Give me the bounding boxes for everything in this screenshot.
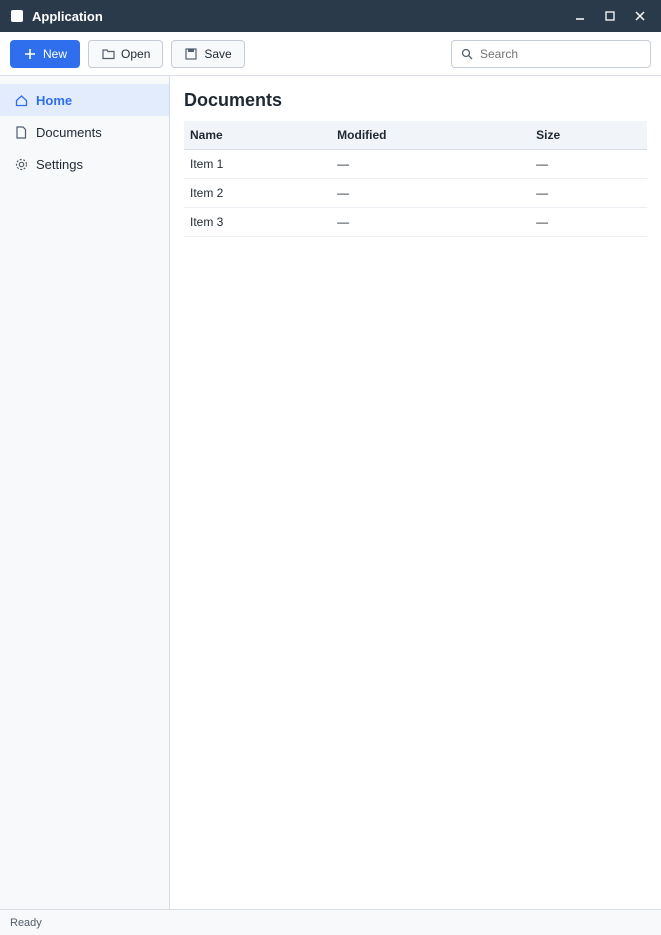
maximize-icon[interactable] [599, 5, 621, 27]
table-row[interactable] [184, 208, 647, 237]
sidebar-item-home[interactable] [0, 84, 169, 116]
table-cell: — [530, 150, 647, 179]
plus-icon [23, 47, 37, 61]
close-icon[interactable] [629, 5, 651, 27]
save-icon [184, 47, 198, 61]
sidebar [0, 76, 170, 909]
page-title: Documents [184, 90, 283, 110]
table-cell: Item 1 [184, 150, 331, 179]
app-icon [10, 9, 24, 23]
column-header[interactable]: Name [184, 121, 331, 150]
sidebar-item-documents[interactable] [0, 116, 169, 148]
table-cell: Item 2 [184, 179, 331, 208]
data-table [184, 121, 647, 237]
search-icon [460, 47, 474, 61]
table-header-row [184, 121, 647, 150]
title-bar [0, 0, 661, 32]
new-button[interactable] [10, 40, 80, 68]
search-input[interactable] [480, 47, 642, 61]
home-icon [14, 93, 28, 107]
table-cell: — [331, 179, 530, 208]
search-box [451, 40, 651, 68]
open-button-label: Open [121, 46, 151, 61]
main-panel [170, 76, 661, 909]
new-button-label: New [43, 46, 68, 61]
toolbar [0, 32, 661, 76]
table-cell: Item 3 [184, 208, 331, 237]
content-area [0, 76, 661, 909]
table-cell: — [530, 179, 647, 208]
table-row[interactable] [184, 150, 647, 179]
minimize-icon[interactable] [569, 5, 591, 27]
gear-icon [14, 157, 28, 171]
sidebar-item-settings[interactable] [0, 148, 169, 180]
folder-icon [101, 47, 115, 61]
column-header[interactable]: Modified [331, 121, 530, 150]
open-button[interactable] [88, 40, 163, 68]
save-button[interactable] [171, 40, 244, 68]
table-cell: — [331, 150, 530, 179]
sidebar-item-label: Settings [36, 156, 83, 172]
window-title: Application [32, 8, 103, 24]
sidebar-item-label: Documents [36, 124, 102, 140]
table-cell: — [530, 208, 647, 237]
status-bar [0, 909, 661, 935]
table-cell: — [331, 208, 530, 237]
document-icon [14, 125, 28, 139]
sidebar-item-label: Home [36, 92, 73, 108]
status-text: Ready [10, 916, 42, 929]
save-button-label: Save [204, 46, 232, 61]
column-header[interactable]: Size [530, 121, 647, 150]
table-row[interactable] [184, 179, 647, 208]
